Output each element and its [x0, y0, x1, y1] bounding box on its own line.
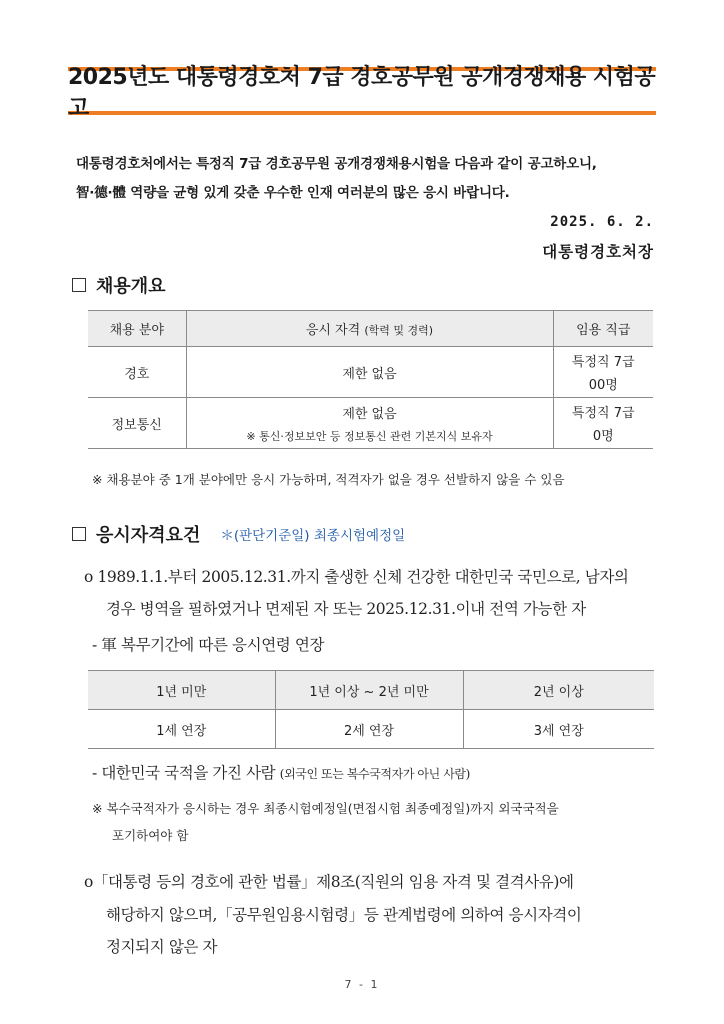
- cell-field: 정보통신: [88, 398, 186, 449]
- cell-extension: 1세 연장: [88, 710, 275, 749]
- age-extension-table: [88, 670, 654, 749]
- header-over-2-years: 2년 이상: [463, 671, 654, 710]
- eligibility-item-2-line-3: 정지되지 않은 자: [106, 938, 218, 956]
- checkbox-square-icon: [72, 527, 86, 541]
- cell-rank: 특정직 7급 0명: [553, 398, 653, 449]
- table-row: [88, 710, 654, 749]
- eligibility-item-2-line-1: o「대통령 등의 경호에 관한 법률」제8조(직원의 임용 자격 및 결격사유)에: [84, 873, 574, 891]
- header-rank: 임용 직급: [553, 311, 653, 347]
- header-qualification-sub: (학력 및 경력): [364, 324, 434, 337]
- checkbox-square-icon: [72, 278, 86, 292]
- intro-line-2: 智·德·體 역량을 균형 있게 갖춘 우수한 인재 여러분의 많은 응시 바랍니다.: [76, 185, 510, 201]
- cell-qualification: 제한 없음: [186, 347, 553, 398]
- eligibility-item-1-line-1: o 1989.1.1.부터 2005.12.31.까지 출생한 신체 건강한 대한민국 국민으로, 남자의: [84, 568, 629, 586]
- section-eligibility: [72, 521, 405, 547]
- intro-line-1: 대통령경호처에서는 특정직 7급 경호공무원 공개경쟁채용시험을 다음과 같이 공고하오니,: [76, 156, 597, 172]
- dual-nationality-note-line-1: ※ 복수국적자가 응시하는 경우 최종시험예정일(면접시험 최종예정일)까지 외국국적을: [92, 801, 559, 816]
- eligibility-item-2-line-2: 해당하지 않으며,「공무원임용시험령」등 관계법령에 의하여 응시자격이: [106, 906, 582, 924]
- header-qualification: 응시 자격 (학력 및 경력): [186, 311, 553, 347]
- recruitment-note: ※ 채용분야 중 1개 분야에만 응시 가능하며, 적격자가 없을 경우 선발하지 않을 수 있음: [92, 472, 565, 487]
- cell-rank: 특정직 7급 00명: [553, 347, 653, 398]
- cell-extension: 2세 연장: [275, 710, 463, 749]
- section-recruitment-overview: [72, 272, 166, 298]
- nationality-requirement: - 대한민국 국적을 가진 사람 (외국인 또는 복수국적자가 아닌 사람): [92, 764, 470, 782]
- cell-count: 00명: [588, 378, 618, 393]
- recruitment-table: [88, 310, 653, 449]
- table-row: [88, 398, 653, 449]
- military-extension-heading: - 軍 복무기간에 따른 응시연령 연장: [92, 636, 325, 654]
- eligibility-item-1-line-2: 경우 병역을 필하였거나 면제된 자 또는 2025.12.31.이내 전역 가능한 자: [106, 600, 586, 618]
- cell-qualification-note: ※ 통신·정보보안 등 정보통신 관련 기본지식 보유자: [246, 429, 493, 443]
- issuer: 대통령경호처장: [542, 243, 654, 261]
- page-number: 7 - 1: [344, 978, 380, 991]
- announcement-date: 2025. 6. 2.: [550, 214, 654, 230]
- table-header-row: [88, 311, 653, 347]
- section-title: 응시자격요건: [96, 525, 201, 546]
- criteria-note: ＊(판단기준일) 최종시험예정일: [220, 528, 406, 544]
- cell-count: 0명: [592, 429, 614, 444]
- dual-nationality-note-line-2: 포기하여야 함: [112, 828, 189, 843]
- nationality-requirement-note: (외국인 또는 복수국적자가 아닌 사람): [279, 767, 470, 781]
- table-header-row: [88, 671, 654, 710]
- header-1-to-2-years: 1년 이상 ~ 2년 미만: [275, 671, 463, 710]
- cell-field: 경호: [88, 347, 186, 398]
- cell-extension: 3세 연장: [463, 710, 654, 749]
- table-row: [88, 347, 653, 398]
- page-title: 2025년도 대통령경호처 7급 경호공무원 공개경쟁채용 시험공고: [68, 65, 656, 121]
- cell-qualification: 제한 없음 ※ 통신·정보보안 등 정보통신 관련 기본지식 보유자: [186, 398, 553, 449]
- section-title: 채용개요: [96, 276, 166, 297]
- title-band: [68, 65, 656, 121]
- header-under-1-year: 1년 미만: [88, 671, 275, 710]
- header-field: 채용 분야: [88, 311, 186, 347]
